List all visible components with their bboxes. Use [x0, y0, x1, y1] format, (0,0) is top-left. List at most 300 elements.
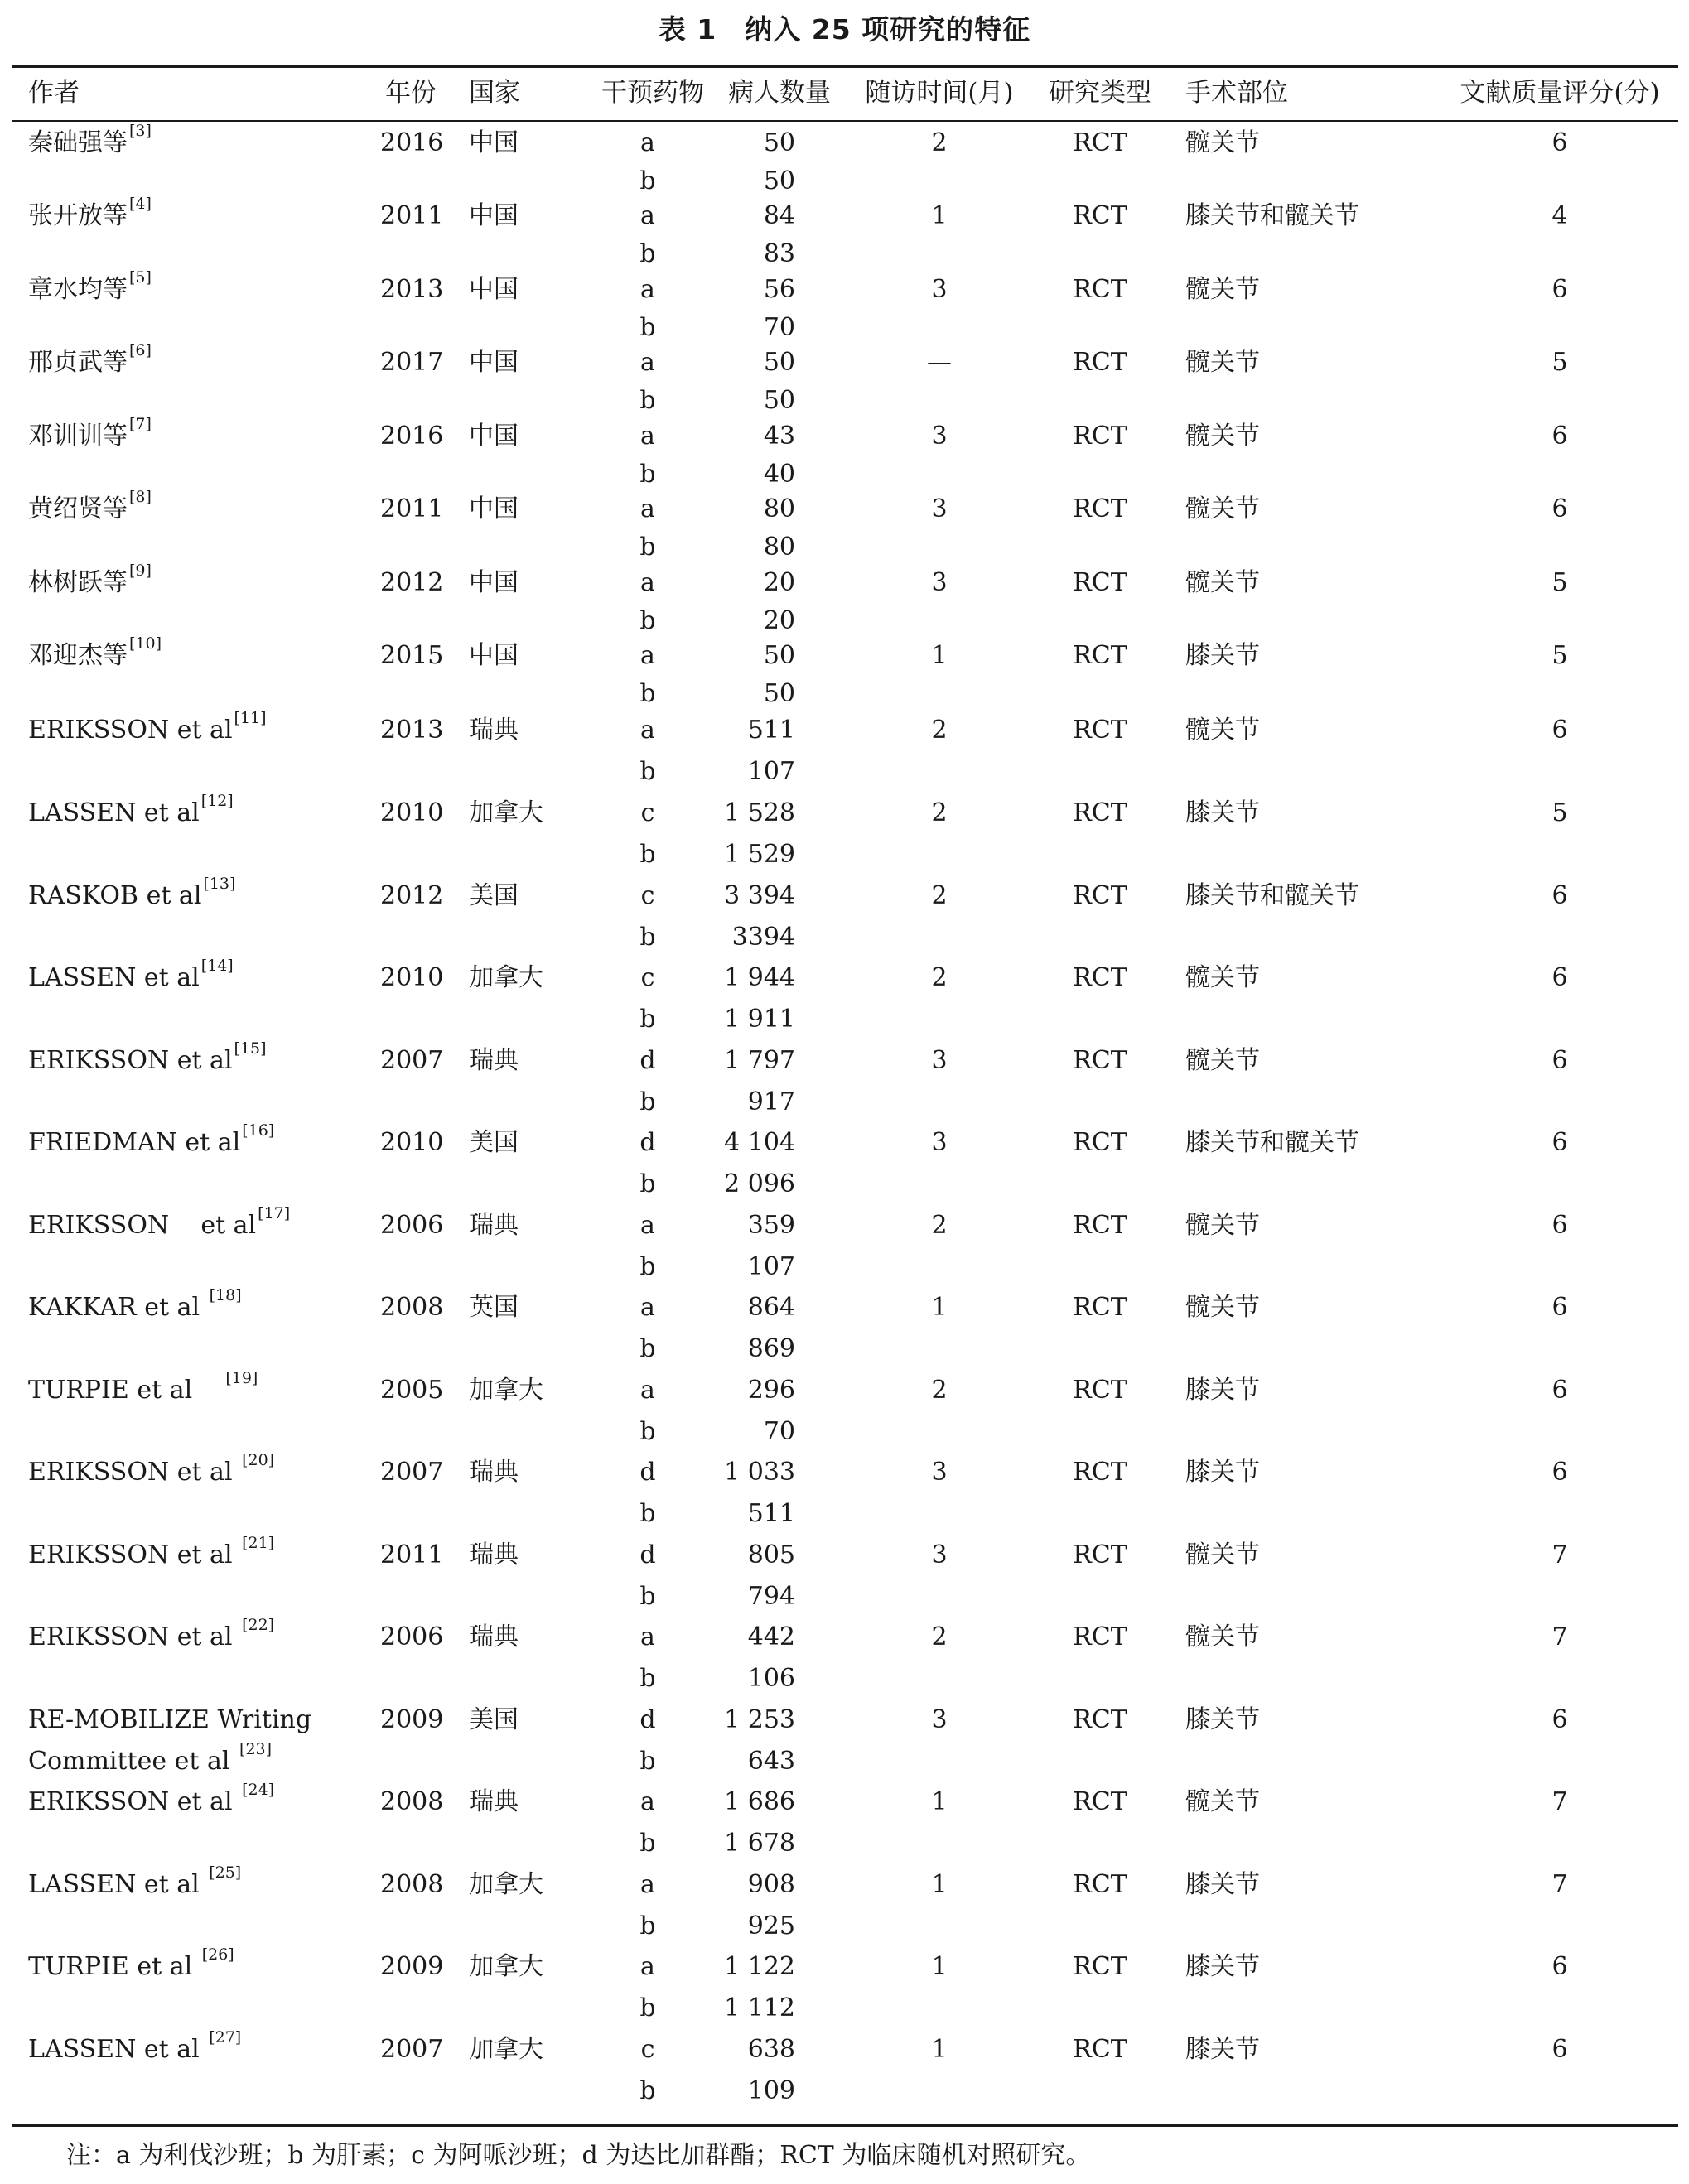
table-header-rule — [12, 120, 1678, 122]
study-quality-score: 6 — [1551, 1293, 1568, 1322]
study-author — [28, 268, 152, 306]
study-drug-treatment: c — [640, 881, 655, 910]
study-quality-score: 5 — [1551, 348, 1568, 377]
study-author — [28, 1451, 275, 1489]
study-surgery-site: 膝关节 — [1185, 1952, 1260, 1981]
study-author-name: 张开放等 — [28, 201, 128, 230]
study-drug-treatment: a — [640, 716, 655, 745]
study-drug-control: b — [639, 2076, 656, 2105]
study-patients-control: 917 — [747, 1087, 795, 1116]
study-surgery-site: 髋关节 — [1185, 1787, 1260, 1816]
study-patients-control: 1 529 — [724, 840, 795, 869]
study-quality-score: 7 — [1551, 1870, 1568, 1899]
study-patients-control: 70 — [763, 313, 795, 342]
study-followup: 2 — [931, 1211, 948, 1240]
study-patients-treatment: 296 — [747, 1376, 795, 1405]
study-patients-control: 869 — [747, 1334, 795, 1363]
study-drug-control: b — [639, 1087, 656, 1116]
study-followup: 1 — [931, 1293, 948, 1322]
study-drug-control: b — [639, 1252, 656, 1281]
study-author-name: 章水均等 — [28, 275, 128, 304]
study-type: RCT — [1073, 963, 1127, 992]
study-followup: 3 — [931, 1705, 948, 1734]
study-followup: 1 — [931, 2035, 948, 2064]
study-author — [28, 957, 234, 995]
study-surgery-site: 髋关节 — [1185, 494, 1260, 523]
study-drug-control: b — [639, 1582, 656, 1611]
study-type: RCT — [1073, 1211, 1127, 1240]
table-bottom-rule — [12, 2124, 1678, 2127]
study-author — [28, 792, 234, 830]
study-country: 中国 — [469, 568, 519, 597]
study-followup: 2 — [931, 963, 948, 992]
study-patients-control: 107 — [747, 757, 795, 786]
study-patients-treatment: 638 — [747, 2035, 795, 2064]
study-author — [28, 1863, 242, 1902]
study-author-name: LASSEN et al — [28, 1870, 208, 1899]
study-drug-control: b — [639, 1994, 656, 2022]
study-drug-treatment: a — [640, 1622, 655, 1651]
study-quality-score: 6 — [1551, 881, 1568, 910]
reference-marker: [12] — [200, 792, 234, 810]
study-drug-treatment: c — [640, 798, 655, 827]
study-drug-treatment: a — [640, 1870, 655, 1899]
study-patients-treatment: 908 — [747, 1870, 795, 1899]
study-followup: 3 — [931, 1458, 948, 1487]
study-surgery-site: 髋关节 — [1185, 963, 1260, 992]
table-footnote: 注：a 为利伐沙班；b 为肝素；c 为阿哌沙班；d 为达比加群酯；RCT 为临床随机对照研究。 — [66, 2141, 1091, 2170]
study-author-name: LASSEN et al — [28, 963, 200, 992]
study-patients-treatment: 43 — [763, 422, 795, 451]
study-quality-score: 6 — [1551, 1705, 1568, 1734]
study-type: RCT — [1073, 494, 1127, 523]
study-drug-control: b — [639, 460, 656, 489]
study-patients-treatment: 1 797 — [724, 1046, 795, 1075]
study-quality-score: 6 — [1551, 128, 1568, 157]
study-drug-treatment: a — [640, 494, 655, 523]
study-surgery-site: 膝关节 — [1185, 1458, 1260, 1487]
study-quality-score: 6 — [1551, 716, 1568, 745]
study-author — [28, 195, 152, 233]
study-quality-score: 6 — [1551, 1128, 1568, 1157]
study-drug-control: b — [639, 386, 656, 415]
study-followup: 3 — [931, 422, 948, 451]
study-followup: 3 — [931, 1128, 948, 1157]
study-surgery-site: 膝关节 — [1185, 1870, 1260, 1899]
study-year: 2016 — [380, 128, 444, 157]
reference-marker: [23] — [239, 1740, 273, 1758]
study-country: 加拿大 — [469, 1376, 543, 1405]
study-patients-treatment: 1 033 — [724, 1458, 795, 1487]
study-drug-treatment: d — [639, 1046, 656, 1075]
reference-marker: [15] — [234, 1039, 267, 1058]
study-patients-treatment: 20 — [763, 568, 795, 597]
study-patients-treatment: 1 528 — [724, 798, 795, 827]
study-drug-treatment: d — [639, 1705, 656, 1734]
study-surgery-site: 膝关节 — [1185, 1705, 1260, 1734]
study-quality-score: 7 — [1551, 1787, 1568, 1816]
study-country: 瑞典 — [469, 1046, 519, 1075]
study-drug-control: b — [639, 679, 656, 708]
study-followup: 1 — [931, 641, 948, 670]
study-type: RCT — [1073, 1952, 1127, 1981]
study-quality-score: 5 — [1551, 798, 1568, 827]
study-author — [28, 1121, 275, 1159]
study-type: RCT — [1073, 1376, 1127, 1405]
study-drug-treatment: a — [640, 201, 655, 230]
study-author-name: 秦础强等 — [28, 128, 128, 157]
study-author-name: 邓迎杰等 — [28, 641, 128, 670]
study-quality-score: 6 — [1551, 1376, 1568, 1405]
reference-marker: [3] — [129, 122, 152, 140]
study-patients-control: 511 — [747, 1499, 795, 1528]
reference-marker: [11] — [234, 709, 267, 727]
reference-marker: [20] — [242, 1451, 275, 1469]
study-surgery-site: 髋关节 — [1185, 348, 1260, 377]
study-patients-control: 83 — [763, 239, 795, 268]
study-type: RCT — [1073, 1870, 1127, 1899]
study-country: 瑞典 — [469, 1787, 519, 1816]
reference-marker: [6] — [129, 341, 152, 359]
study-drug-treatment: a — [640, 568, 655, 597]
study-author-name: FRIEDMAN et al — [28, 1128, 241, 1157]
study-author-name: ERIKSSON et al — [28, 1787, 241, 1816]
study-patients-treatment: 4 104 — [724, 1128, 795, 1157]
study-patients-treatment: 1 122 — [724, 1952, 795, 1981]
study-drug-control: b — [639, 1005, 656, 1034]
study-country: 美国 — [469, 1705, 519, 1734]
study-surgery-site: 髋关节 — [1185, 1622, 1260, 1651]
study-surgery-site: 髋关节 — [1185, 1211, 1260, 1240]
study-drug-control: b — [639, 239, 656, 268]
study-surgery-site: 髋关节 — [1185, 422, 1260, 451]
study-patients-treatment: 50 — [763, 348, 795, 377]
study-drug-treatment: d — [639, 1540, 656, 1569]
study-country: 瑞典 — [469, 1540, 519, 1569]
reference-marker: [5] — [129, 268, 152, 287]
study-patients-treatment: 1 686 — [724, 1787, 795, 1816]
study-patients-control: 20 — [763, 606, 795, 635]
study-author-name: RASKOB et al — [28, 881, 202, 910]
study-patients-control: 50 — [763, 166, 795, 195]
study-followup: 3 — [931, 275, 948, 304]
study-patients-treatment: 864 — [747, 1293, 795, 1322]
study-drug-control: b — [639, 1829, 656, 1858]
study-followup: 1 — [931, 1952, 948, 1981]
study-author — [28, 634, 162, 673]
header-type: 研究类型 — [1049, 78, 1151, 108]
study-quality-score: 5 — [1551, 568, 1568, 597]
study-type: RCT — [1073, 568, 1127, 597]
study-author — [28, 1369, 258, 1407]
study-year: 2012 — [380, 881, 444, 910]
study-surgery-site: 膝关节和髋关节 — [1185, 881, 1359, 910]
study-country: 瑞典 — [469, 1458, 519, 1487]
study-drug-control: b — [639, 757, 656, 786]
header-followup: 随访时间(月) — [865, 78, 1014, 108]
study-patients-control: 643 — [747, 1747, 795, 1776]
reference-marker: [8] — [129, 488, 152, 506]
study-author-name: RE-MOBILIZE Writing — [28, 1705, 312, 1734]
reference-marker: [26] — [201, 1945, 234, 1964]
study-patients-control: 1 678 — [724, 1829, 795, 1858]
study-drug-control: b — [639, 1499, 656, 1528]
study-patients-treatment: 1 253 — [724, 1705, 795, 1734]
study-quality-score: 6 — [1551, 1211, 1568, 1240]
study-type: RCT — [1073, 1128, 1127, 1157]
study-country: 中国 — [469, 128, 519, 157]
study-surgery-site: 膝关节 — [1185, 2035, 1260, 2064]
study-drug-treatment: a — [640, 641, 655, 670]
study-country: 中国 — [469, 641, 519, 670]
study-country: 中国 — [469, 275, 519, 304]
header-site: 手术部位 — [1185, 78, 1288, 108]
study-author-name: LASSEN et al — [28, 798, 200, 827]
study-year: 2008 — [380, 1293, 444, 1322]
study-surgery-site: 膝关节 — [1185, 1376, 1260, 1405]
study-drug-treatment: d — [639, 1458, 656, 1487]
study-year: 2009 — [380, 1705, 444, 1734]
study-author — [28, 415, 152, 453]
study-patients-control: 925 — [747, 1912, 795, 1941]
header-patients: 病人数量 — [728, 78, 831, 108]
table-top-rule — [12, 65, 1678, 68]
study-patients-treatment: 50 — [763, 128, 795, 157]
study-author — [28, 2028, 242, 2066]
study-year: 2012 — [380, 568, 444, 597]
study-type: RCT — [1073, 881, 1127, 910]
reference-marker: [17] — [258, 1204, 291, 1222]
study-followup: 3 — [931, 1046, 948, 1075]
study-year: 2007 — [380, 1046, 444, 1075]
study-author-name: ERIKSSON et al — [28, 1540, 241, 1569]
study-followup: 3 — [931, 494, 948, 523]
study-country: 加拿大 — [469, 798, 543, 827]
study-quality-score: 7 — [1551, 1540, 1568, 1569]
study-drug-treatment: a — [640, 422, 655, 451]
study-patients-control: 3394 — [731, 923, 795, 952]
study-author — [28, 488, 152, 526]
study-type: RCT — [1073, 1787, 1127, 1816]
study-drug-control: b — [639, 1169, 656, 1198]
study-quality-score: 6 — [1551, 275, 1568, 304]
study-quality-score: 6 — [1551, 2035, 1568, 2064]
study-year: 2011 — [380, 1540, 444, 1569]
study-author — [28, 1204, 291, 1242]
study-country: 瑞典 — [469, 1211, 519, 1240]
study-followup: 1 — [931, 1787, 948, 1816]
study-drug-treatment: c — [640, 2035, 655, 2064]
study-author-name: ERIKSSON et al — [28, 1046, 233, 1075]
study-author — [28, 1945, 234, 1984]
header-drug: 干预药物 — [601, 78, 704, 108]
study-author — [28, 1704, 311, 1737]
study-author — [28, 562, 152, 600]
study-followup: 1 — [931, 201, 948, 230]
study-type: RCT — [1073, 716, 1127, 745]
study-year: 2009 — [380, 1952, 444, 1981]
study-type: RCT — [1073, 2035, 1127, 2064]
study-patients-control: 40 — [763, 460, 795, 489]
study-drug-treatment: a — [640, 1952, 655, 1981]
study-surgery-site: 髋关节 — [1185, 1293, 1260, 1322]
reference-marker: [16] — [242, 1121, 275, 1140]
study-author-name: ERIKSSON et al — [28, 1622, 241, 1651]
study-author-name: TURPIE et al — [28, 1952, 200, 1981]
study-quality-score: 6 — [1551, 494, 1568, 523]
study-followup: 1 — [931, 1870, 948, 1899]
study-type: RCT — [1073, 201, 1127, 230]
study-patients-control: 1 911 — [724, 1005, 795, 1034]
study-patients-treatment: 1 944 — [724, 963, 795, 992]
study-patients-control: 50 — [763, 679, 795, 708]
study-drug-control: b — [639, 166, 656, 195]
study-country: 瑞典 — [469, 1622, 519, 1651]
study-patients-treatment: 805 — [747, 1540, 795, 1569]
study-author — [28, 1286, 242, 1324]
study-drug-treatment: a — [640, 1376, 655, 1405]
study-patients-treatment: 50 — [763, 641, 795, 670]
study-author — [28, 709, 267, 747]
reference-marker: [14] — [200, 957, 234, 975]
table-caption: 表 1 纳入 25 项研究的特征 — [658, 13, 1031, 46]
reference-marker: [22] — [242, 1616, 275, 1634]
study-type: RCT — [1073, 1622, 1127, 1651]
study-author-name: 邢贞武等 — [28, 348, 128, 377]
reference-marker: [25] — [209, 1863, 242, 1882]
header-score: 文献质量评分(分) — [1460, 78, 1660, 108]
study-surgery-site: 髋关节 — [1185, 1540, 1260, 1569]
study-country: 加拿大 — [469, 1952, 543, 1981]
study-drug-control: b — [639, 840, 656, 869]
study-year: 2006 — [380, 1211, 444, 1240]
study-year: 2008 — [380, 1870, 444, 1899]
study-quality-score: 6 — [1551, 422, 1568, 451]
study-patients-control: 794 — [747, 1582, 795, 1611]
header-year: 年份 — [385, 78, 437, 108]
study-surgery-site: 髋关节 — [1185, 275, 1260, 304]
study-quality-score: 7 — [1551, 1622, 1568, 1651]
study-author-name: KAKKAR et al — [28, 1293, 208, 1322]
study-followup: 2 — [931, 128, 948, 157]
study-quality-score: 6 — [1551, 963, 1568, 992]
reference-marker: [7] — [129, 415, 152, 433]
study-drug-treatment: a — [640, 1787, 655, 1816]
study-followup: 2 — [931, 881, 948, 910]
study-patients-treatment: 511 — [747, 716, 795, 745]
study-country: 美国 — [469, 881, 519, 910]
reference-marker: [10] — [129, 634, 162, 653]
study-year: 2010 — [380, 1128, 444, 1157]
study-drug-treatment: a — [640, 1211, 655, 1240]
study-country: 瑞典 — [469, 716, 519, 745]
study-author-name: 林树跃等 — [28, 568, 128, 597]
reference-marker: [9] — [129, 562, 152, 580]
study-type: RCT — [1073, 275, 1127, 304]
study-type: RCT — [1073, 1293, 1127, 1322]
study-followup: 2 — [931, 1376, 948, 1405]
study-country: 中国 — [469, 348, 519, 377]
study-followup: 2 — [931, 798, 948, 827]
study-type: RCT — [1073, 798, 1127, 827]
study-patients-control: 50 — [763, 386, 795, 415]
study-surgery-site: 膝关节和髋关节 — [1185, 201, 1359, 230]
study-author-name: 邓训训等 — [28, 422, 128, 451]
reference-marker: [4] — [129, 195, 152, 213]
study-year: 2005 — [380, 1376, 444, 1405]
reference-marker: [13] — [203, 875, 236, 893]
study-quality-score: 5 — [1551, 641, 1568, 670]
reference-marker: [24] — [242, 1781, 275, 1799]
study-year: 2010 — [380, 963, 444, 992]
study-surgery-site: 髋关节 — [1185, 128, 1260, 157]
study-year: 2016 — [380, 422, 444, 451]
study-drug-treatment: a — [640, 275, 655, 304]
study-country: 中国 — [469, 201, 519, 230]
study-year: 2015 — [380, 641, 444, 670]
study-country: 英国 — [469, 1293, 519, 1322]
study-country: 中国 — [469, 422, 519, 451]
study-quality-score: 6 — [1551, 1458, 1568, 1487]
study-author — [28, 875, 236, 913]
study-surgery-site: 膝关节 — [1185, 798, 1260, 827]
study-year: 2013 — [380, 716, 444, 745]
study-author — [28, 341, 152, 379]
study-author-name: TURPIE et al — [28, 1376, 224, 1405]
study-followup: — — [927, 348, 952, 377]
study-country: 中国 — [469, 494, 519, 523]
study-drug-treatment: d — [639, 1128, 656, 1157]
study-surgery-site: 髋关节 — [1185, 716, 1260, 745]
study-author — [28, 1781, 275, 1819]
study-year: 2017 — [380, 348, 444, 377]
reference-marker: [19] — [225, 1369, 258, 1387]
study-year: 2013 — [380, 275, 444, 304]
study-patients-treatment: 80 — [763, 494, 795, 523]
study-year: 2007 — [380, 1458, 444, 1487]
reference-marker: [18] — [209, 1286, 242, 1304]
study-patients-control: 80 — [763, 533, 795, 562]
study-country: 加拿大 — [469, 1870, 543, 1899]
study-drug-treatment: c — [640, 963, 655, 992]
study-drug-control: b — [639, 1334, 656, 1363]
study-drug-control: b — [639, 1417, 656, 1446]
study-author — [28, 1534, 275, 1572]
study-drug-control: b — [639, 1747, 656, 1776]
study-drug-control: b — [639, 313, 656, 342]
study-author-name: ERIKSSON et al — [28, 1458, 241, 1487]
study-patients-control: 107 — [747, 1252, 795, 1281]
study-author-name: ERIKSSON et al — [28, 716, 233, 745]
reference-marker: [27] — [209, 2028, 242, 2047]
study-patients-treatment: 442 — [747, 1622, 795, 1651]
study-year: 2007 — [380, 2035, 444, 2064]
study-followup: 2 — [931, 716, 948, 745]
study-patients-control: 2 096 — [724, 1169, 795, 1198]
study-country: 美国 — [469, 1128, 519, 1157]
study-followup: 2 — [931, 1622, 948, 1651]
study-author-name: LASSEN et al — [28, 2035, 208, 2064]
study-drug-treatment: a — [640, 1293, 655, 1322]
study-surgery-site: 髋关节 — [1185, 568, 1260, 597]
study-surgery-site: 膝关节和髋关节 — [1185, 1128, 1359, 1157]
study-quality-score: 6 — [1551, 1046, 1568, 1075]
study-patients-control: 1 112 — [724, 1994, 795, 2022]
study-type: RCT — [1073, 1046, 1127, 1075]
study-followup: 3 — [931, 1540, 948, 1569]
study-author-name: ERIKSSON et al — [28, 1211, 257, 1240]
study-type: RCT — [1073, 1705, 1127, 1734]
